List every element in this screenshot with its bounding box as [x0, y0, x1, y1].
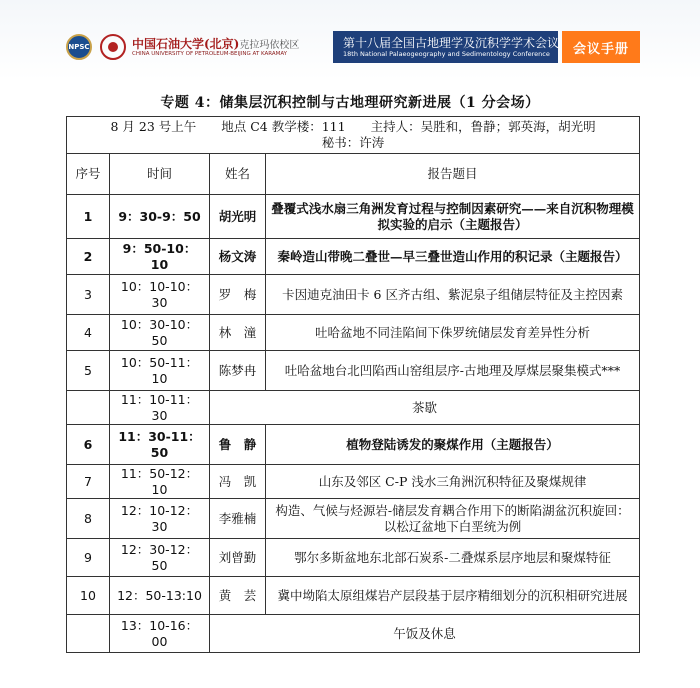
row-speaker: 罗 梅: [210, 275, 266, 315]
row-speaker: 林 潼: [210, 315, 266, 351]
break-row: [67, 615, 640, 653]
row-number: 7: [67, 465, 110, 499]
table-row: [67, 239, 640, 275]
university-seal-icon: [100, 34, 126, 60]
row-number: 6: [67, 425, 110, 465]
row-topic: 鄂尔多斯盆地东北部石炭系-二叠煤系层序地层和聚煤特征: [266, 539, 640, 577]
row-speaker: 胡光明: [210, 195, 266, 239]
row-topic: 叠覆式浅水扇三角洲发育过程与控制因素研究——来自沉积物理模拟实验的启示（主题报告）: [266, 195, 640, 239]
table-row: [67, 315, 640, 351]
row-time: 10：50-11：10: [110, 351, 210, 391]
npsc-logo-icon: [66, 34, 92, 60]
campus-name: 克拉玛依校区: [239, 40, 300, 51]
row-topic: 吐哈盆地不同洼陷间下侏罗统储层发育差异性分析: [266, 315, 640, 351]
row-time: 11：30-11：50: [110, 425, 210, 465]
row-topic: 秦岭造山带晚二叠世—早三叠世造山作用的积记录（主题报告）: [266, 239, 640, 275]
row-topic: 植物登陆诱发的聚煤作用（主题报告）: [266, 425, 640, 465]
header-no: 序号: [67, 154, 110, 195]
table-row: [67, 577, 640, 615]
conference-banner: [333, 31, 558, 63]
row-speaker: 鲁 静: [210, 425, 266, 465]
table-row: [67, 539, 640, 577]
table-row: [67, 275, 640, 315]
row-time: 11：10-11：30: [110, 391, 210, 425]
row-time: 10：30-10：50: [110, 315, 210, 351]
row-time: 9：50-10：10: [110, 239, 210, 275]
table-row: [67, 465, 640, 499]
row-break-label: 茶歇: [210, 391, 640, 425]
row-time: 12：30-12：50: [110, 539, 210, 577]
conference-manual-label: 会议手册: [562, 31, 640, 63]
row-number: 9: [67, 539, 110, 577]
conference-name-cn: 第十八届全国古地理学及沉积学学术会议: [343, 36, 560, 50]
header-topic: 报告题目: [266, 154, 640, 195]
break-row: [67, 391, 640, 425]
table-row: [67, 425, 640, 465]
row-break-label: 午饭及休息: [210, 615, 640, 653]
row-speaker: 陈梦冉: [210, 351, 266, 391]
row-topic: 冀中坳陷太原组煤岩产层段基于层序精细划分的沉积相研究进展: [266, 577, 640, 615]
table-row: [67, 499, 640, 539]
conference-header: [0, 0, 700, 80]
row-number: [67, 391, 110, 425]
university-name-en: CHINA UNIVERSITY OF PETROLEUM-BEIJING AT KARAMAY: [132, 51, 288, 57]
session-info-cell: [67, 117, 640, 154]
row-number: 4: [67, 315, 110, 351]
row-topic: 山东及邻区 C-P 浅水三角洲沉积特征及聚煤规律: [266, 465, 640, 499]
row-topic: 卡因迪克油田卡 6 区齐古组、紫泥泉子组储层特征及主控因素: [266, 275, 640, 315]
table-header-row: [67, 154, 640, 195]
header-time: 时间: [110, 154, 210, 195]
row-number: 3: [67, 275, 110, 315]
row-number: 1: [67, 195, 110, 239]
row-speaker: 杨文涛: [210, 239, 266, 275]
row-time: 10：10-10：30: [110, 275, 210, 315]
logo-badge-text: NPSC: [68, 43, 90, 51]
row-time: 9：30-9：50: [110, 195, 210, 239]
row-time: 12：10-12：30: [110, 499, 210, 539]
table-row: [67, 351, 640, 391]
row-topic: 吐哈盆地台北凹陷西山窑组层序-古地理及厚煤层聚集模式***: [266, 351, 640, 391]
row-topic: 构造、气候与烃源岩-储层发育耦合作用下的断陷湖盆沉积旋回：以松辽盆地下白垩统为例: [266, 499, 640, 539]
session-info-line2: 秘书：许涛: [321, 135, 385, 150]
session-info-line1: 8 月 23 号上午 地点 C4 教学楼：111 主持人：吴胜和，鲁静；郭英海，胡光明: [110, 119, 596, 134]
session-info-row: [67, 117, 640, 154]
row-time: 13：10-16：00: [110, 615, 210, 653]
row-time: 11：50-12：10: [110, 465, 210, 499]
row-time: 12：50-13:10: [110, 577, 210, 615]
row-speaker: 冯 凯: [210, 465, 266, 499]
row-number: 5: [67, 351, 110, 391]
row-number: 8: [67, 499, 110, 539]
university-name-cn: 中国石油大学(北京): [132, 37, 240, 51]
conference-name-en: 18th National Palaeogeography and Sedimentology Conference: [343, 50, 550, 58]
session-title: 专题 4：储集层沉积控制与古地理研究新进展（1 分会场）: [160, 95, 540, 111]
row-number: 2: [67, 239, 110, 275]
row-speaker: 黄 芸: [210, 577, 266, 615]
row-number: 10: [67, 577, 110, 615]
row-speaker: 刘曾勤: [210, 539, 266, 577]
header-name: 姓名: [210, 154, 266, 195]
row-speaker: 李雅楠: [210, 499, 266, 539]
table-row: [67, 195, 640, 239]
row-number: [67, 615, 110, 653]
schedule-table: [66, 116, 640, 653]
university-name: [132, 35, 299, 52]
